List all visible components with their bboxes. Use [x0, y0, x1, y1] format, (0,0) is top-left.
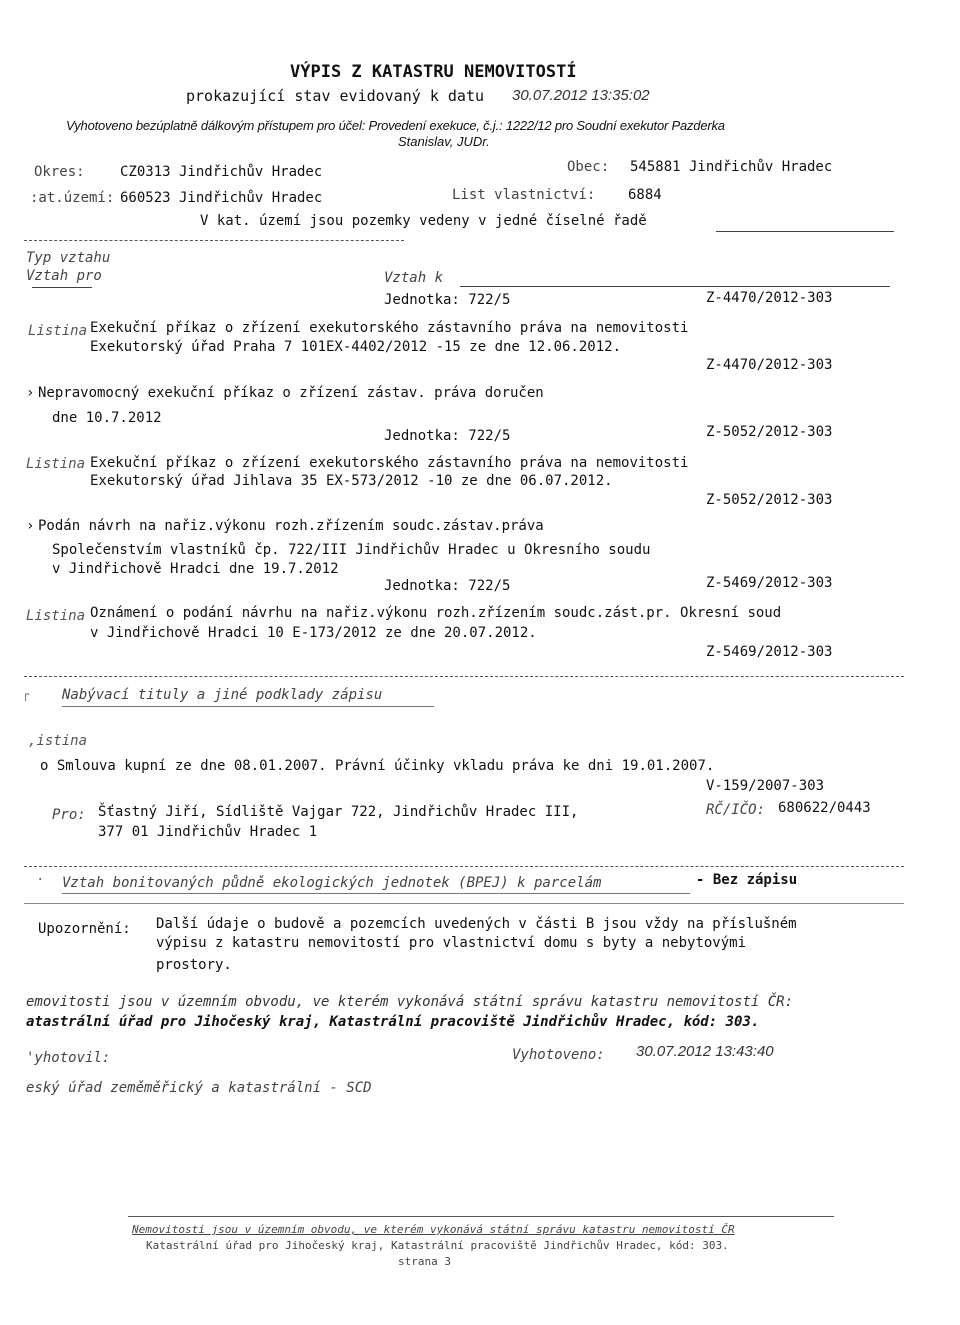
- divider: [24, 903, 904, 904]
- entry-3-ref-top: Z-5469/2012-303: [706, 575, 833, 591]
- office-name: eský úřad zeměměřický a katastrální - SCD: [26, 1080, 372, 1096]
- kat-uzemi-label: :at.území:: [30, 190, 115, 206]
- section-divider: [24, 866, 904, 867]
- entry-3-note-line-3: v Jindřichově Hradci dne 19.7.2012: [52, 561, 339, 577]
- entry-3-ref-bottom: Z-5469/2012-303: [706, 644, 833, 660]
- lv-value: 6884: [628, 187, 662, 203]
- okres-label: Okres:: [34, 164, 85, 180]
- entry-1-ref-bottom: Z-4470/2012-303: [706, 357, 833, 373]
- entry-1-ref-top: Z-4470/2012-303: [706, 290, 833, 306]
- nabyvaci-pro-value: Šťastný Jiří, Sídliště Vajgar 722, Jindřichův Hradec III,: [98, 804, 579, 820]
- vyhotoveno-value: 30.07.2012 13:43:40: [636, 1043, 774, 1060]
- footer-line-2: Katastrální úřad pro Jihočeský kraj, Katastrální pracoviště Jindřichův Hradec, kód: 303.: [146, 1239, 729, 1252]
- obec-label: Obec:: [567, 159, 610, 175]
- entry-1-listina-label: Listina: [28, 323, 88, 339]
- heading-underline: [62, 706, 434, 707]
- obec-value: 545881 Jindřichův Hradec: [630, 159, 833, 175]
- entry-2-note-marker: ›: [26, 385, 35, 401]
- divider: [32, 287, 92, 288]
- nabyvaci-heading: Nabývací tituly a jiné podklady zápisu: [62, 687, 383, 703]
- upozorneni-line-2: výpisu z katastru nemovitostí pro vlastnictví domu s byty a nebytovými: [156, 935, 747, 951]
- nabyvaci-pro-address: 377 01 Jindřichův Hradec 1: [98, 824, 318, 840]
- rc-label: RČ/IČO:: [706, 802, 766, 818]
- entry-2-listina-label: Listina: [26, 456, 86, 472]
- entry-3-listina-label: Listina: [26, 608, 86, 624]
- upozorneni-label: Upozornění:: [38, 921, 131, 937]
- rc-value: 680622/0443: [778, 800, 871, 816]
- divider: [460, 286, 890, 287]
- nabyvaci-listina-label: ,istina: [28, 733, 88, 749]
- entry-1-line-1: Exekuční příkaz o zřízení exekutorského zástavního práva na nemovitosti: [90, 320, 689, 336]
- entry-3-note-marker: ›: [26, 518, 35, 534]
- section-divider: [24, 676, 904, 677]
- bpej-marker: ·: [36, 872, 45, 888]
- page-number: strana 3: [398, 1255, 451, 1268]
- issued-line-2: Stanislav, JUDr.: [398, 134, 490, 149]
- lv-label: List vlastnictví:: [452, 187, 596, 203]
- office-line-1: emovitosti jsou v územním obvodu, ve kterém vykonává státní správu katastru nemovitostí ČR:: [26, 994, 794, 1010]
- entry-3-line-2: v Jindřichově Hradci 10 E-173/2012 ze dne 20.07.2012.: [90, 625, 537, 641]
- divider: [24, 240, 404, 241]
- typ-vztahu-label: Typ vztahu: [26, 250, 111, 266]
- vztah-pro-label: Vztah pro: [26, 268, 102, 284]
- entry-3-note-line-2: Společenstvím vlastníků čp. 722/III Jindřichův Hradec u Okresního soudu: [52, 542, 651, 558]
- entry-1-line-2: Exekutorský úřad Praha 7 101EX-4402/2012 -15 ze dne 12.06.2012.: [90, 339, 622, 355]
- entry-2-jednotka: Jednotka: 722/5: [384, 428, 511, 444]
- divider: [716, 231, 894, 232]
- heading-underline: [62, 893, 690, 894]
- series-note: V kat. území jsou pozemky vedeny v jedné číselné řadě: [200, 213, 647, 229]
- vztah-k-label: Vztah k: [384, 270, 444, 286]
- bpej-value: - Bez zápisu: [696, 872, 798, 888]
- vyhotoveno-label: Vyhotoveno:: [512, 1047, 605, 1063]
- nabyvaci-pro-label: Pro:: [52, 807, 86, 823]
- vyhotovil-label: 'yhotovil:: [26, 1050, 111, 1066]
- upozorneni-line-3: prostory.: [156, 957, 232, 973]
- nabyvaci-line-1: o Smlouva kupní ze dne 08.01.2007. Právní účinky vkladu práva ke dni 19.01.2007.: [40, 758, 715, 774]
- entry-2-note-line-2: dne 10.7.2012: [52, 410, 162, 426]
- okres-value: CZ0313 Jindřichův Hradec: [120, 164, 323, 180]
- footer-line-1: Nemovitosti jsou v územním obvodu, ve kterém vykonává státní správu katastru nemovitostí ČR: [132, 1223, 735, 1236]
- entry-1-jednotka: Jednotka: 722/5: [384, 292, 511, 308]
- office-line-2: atastrální úřad pro Jihočeský kraj, Katastrální pracoviště Jindřichův Hradec, kód: 303.: [26, 1014, 760, 1030]
- subtitle-date: 30.07.2012 13:35:02: [512, 87, 650, 104]
- entry-3-jednotka: Jednotka: 722/5: [384, 578, 511, 594]
- subtitle-label: prokazující stav evidovaný k datu: [186, 87, 485, 105]
- footer-divider: [128, 1216, 834, 1217]
- entry-3-line-1: Oznámení o podání návrhu na nařiz.výkonu rozh.zřízením soudc.zást.pr. Okresní soud: [90, 605, 782, 621]
- nabyvaci-ref: V-159/2007-303: [706, 778, 825, 794]
- document-title: VÝPIS Z KATASTRU NEMOVITOSTÍ: [290, 62, 577, 82]
- bpej-heading: Vztah bonitovaných půdně ekologických jednotek (BPEJ) k parcelám: [62, 875, 602, 891]
- entry-2-ref-top: Z-5052/2012-303: [706, 424, 833, 440]
- kat-uzemi-value: 660523 Jindřichův Hradec: [120, 190, 323, 206]
- entry-2-note-line-1: Nepravomocný exekuční příkaz o zřízení zástav. práva doručen: [38, 385, 544, 401]
- entry-3-note-line-1: Podán návrh na nařiz.výkonu rozh.zřízením soudc.zástav.práva: [38, 518, 544, 534]
- nabyvaci-marker: ┌: [22, 687, 30, 701]
- upozorneni-line-1: Další údaje o budově a pozemcích uvedených v části B jsou vždy na příslušném: [156, 916, 797, 932]
- issued-line-1: Vyhotoveno bezúplatně dálkovým přístupem pro účel: Provedení exekuce, č.j.: 1222/12 pro Soudní exekutor Pazderka: [66, 118, 725, 133]
- entry-2-line-1: Exekuční příkaz o zřízení exekutorského zástavního práva na nemovitosti: [90, 455, 689, 471]
- entry-2-line-2: Exekutorský úřad Jihlava 35 EX-573/2012 -10 ze dne 06.07.2012.: [90, 473, 613, 489]
- entry-2-ref-bottom: Z-5052/2012-303: [706, 492, 833, 508]
